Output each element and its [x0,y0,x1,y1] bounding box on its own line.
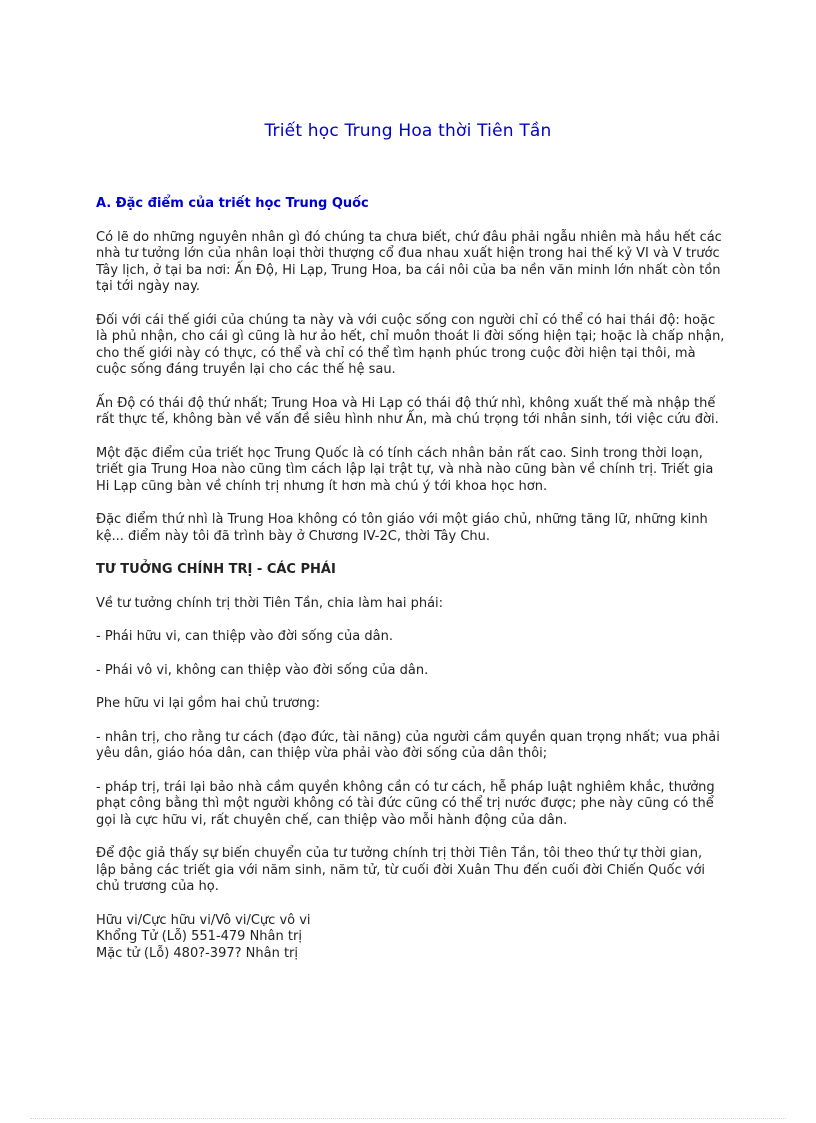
section-a-paragraph-3: Ấn Độ có thái độ thứ nhất; Trung Hoa và Hi Lạp có thái độ thứ nhì, không xuất thế mà nhập thế rất thực tế, không bàn về vấn đề siêu hình như Ấn, mà chú trọng tới nhân sinh, tới việc cứu đời. [96,395,719,427]
table-row: Mặc tử (Lỗ) 480?-397? Nhân trị [96,945,299,961]
section-b-paragraph-1: Về tư tưởng chính trị thời Tiên Tần, chia làm hai phái: [96,595,444,611]
table-header-line: Hữu vi/Cực hữu vi/Vô vi/Cực vô vi [96,912,311,928]
philosopher-table [96,913,726,963]
document-body [96,196,726,962]
section-b-paragraph-4: Phe hữu vi lại gồm hai chủ trương: [96,696,321,711]
section-a-paragraph-5: Đặc điểm thứ nhì là Trung Hoa không có tôn giáo với một giáo chủ, những tăng lữ, những kinh kệ... điểm này tôi đã trình bày ở Chương IV-2C, thời Tây Chu. [96,512,708,544]
section-a-heading: A. Đặc điểm của triết học Trung Quốc [96,196,369,211]
section-b-paragraph-5: - nhân trị, cho rằng tư cách (đạo đức, tài năng) của người cầm quyền quan trọng nhất; vua phải yêu dân, giáo hóa dân, can thiệp vừa phải vào đời sống của dân thôi; [96,729,720,761]
document-title: Triết học Trung Hoa thời Tiên Tần [264,121,552,141]
section-b-paragraph-7: Để độc giả thấy sự biến chuyển của tư tưởng chính trị thời Tiên Tần, tôi theo thứ tự thời gian, lập bảng các triết gia với năm sinh, năm tử, từ cuối đời Xuân Thu đến cuối đời Chiến Quốc với chủ trương của họ. [96,846,706,894]
page-bottom-divider [30,1118,786,1119]
section-a-paragraph-4: Một đặc điểm của triết học Trung Quốc là có tính cách nhân bản rất cao. Sinh trong thời loạn, triết gia Trung Hoa nào cũng tìm cách lập lại trật tự, và nhà nào cũng bàn về chính trị. Triết gia Hi Lạp cũng bàn về chính trị nhưng ít hơn mà chú ý tới khoa học hơn. [96,445,714,494]
section-b-heading: TƯ TUỞNG CHÍNH TRỊ - CÁC PHÁI [96,562,336,577]
section-a-paragraph-1: Có lẽ do những nguyên nhân gì đó chúng ta chưa biết, chứ đâu phải ngẫu nhiên mà hầu hết các nhà tư tưởng lớn của nhân loại thời thượng cổ đua nhau xuất hiện trong hai thế kỷ VI và V trước Tây lịch, ở tại ba nơi: Ấn Độ, Hi Lạp, Trung Hoa, ba cái nôi của ba nền văn minh lớn nhất còn tồn tại tới ngày nay. [96,229,722,294]
section-b-paragraph-3: - Phái vô vi, không can thiệp vào đời sống của dân. [96,662,429,678]
section-b-paragraph-2: - Phái hữu vi, can thiệp vào đời sống của dân. [96,629,393,644]
table-row: Khổng Tử (Lỗ) 551-479 Nhân trị [96,929,302,944]
section-b-paragraph-6: - pháp trị, trái lại bảo nhà cầm quyền không cần có tư cách, hễ pháp luật nghiêm khắc, thưởng phạt công bằng thì một người không có tài đức cũng có thể trị nước được; phe này cũng có thể gọi là cực hữu vi, rất chuyên chế, can thiệp vào mỗi hành động của dân. [96,779,715,828]
section-a-paragraph-2: Đối với cái thế giới của chúng ta này và với cuộc sống con người chỉ có thể có hai thái độ: hoặc là phủ nhận, cho cái gì cũng là hư ảo hết, chỉ muôn thoát li đời sống hiện tại; hoặc là chấp nhận, cho thế giới này có thực, có thể và chỉ có thể tìm hạnh phúc trong cuộc đời hiện tại thôi, mà cuộc sống đáng truyền lại cho các thế hệ sau. [96,312,725,377]
